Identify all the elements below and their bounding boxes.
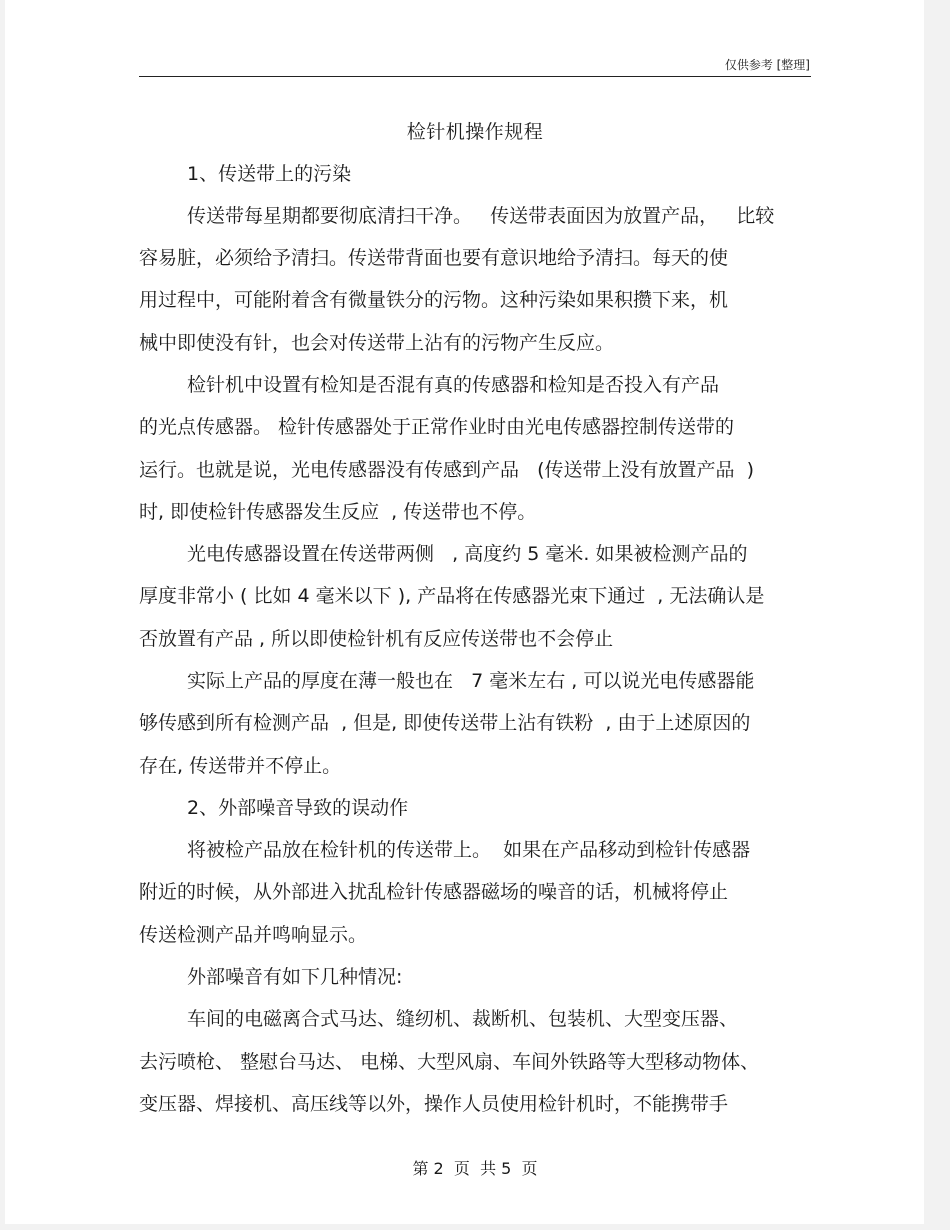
paragraph-line: 容易脏，必须给予清扫。传送带背面也要有意识地给予清扫。每天的使 bbox=[139, 247, 729, 269]
section-heading-2: 2、外部噪音导致的误动作 bbox=[187, 797, 409, 819]
page-footer: 第 2 页 共 5 页 bbox=[412, 1159, 538, 1178]
paragraph-line: 存在, 传送带并不停止。 bbox=[139, 755, 342, 777]
page-edge-bottom bbox=[0, 1224, 950, 1230]
paragraph-line: 的光点传感器。 检针传感器处于正常作业时由光电传感器控制传送带的 bbox=[139, 416, 735, 438]
header-rule bbox=[139, 76, 811, 77]
paragraph-line: 车间的电磁离合式马达、缝纫机、裁断机、包装机、大型变压器、 bbox=[187, 1008, 739, 1030]
paragraph-line: 将被检产品放在检针机的传送带上。 如果在产品移动到检针传感器 bbox=[187, 839, 751, 861]
paragraph-line: 检针机中设置有检知是否混有真的传感器和检知是否投入有产品 bbox=[187, 374, 720, 396]
paragraph-line: 传送检测产品并鸣响显示。 bbox=[139, 924, 368, 946]
paragraph-line: 用过程中，可能附着含有微量铁分的污物。这种污染如果积攒下来，机 bbox=[139, 289, 729, 311]
paragraph-line: 运行。也就是说，光电传感器没有传感到产品 (传送带上没有放置产品 ) bbox=[139, 459, 755, 481]
page-title: 检针机操作规程 bbox=[406, 121, 544, 143]
paragraph-line: 实际上产品的厚度在薄一般也在 7 毫米左右 , 可以说光电传感器能 bbox=[187, 670, 755, 692]
paragraph-line: 械中即使没有针，也会对传送带上沾有的污物产生反应。 bbox=[139, 332, 615, 354]
paragraph-line: 光电传感器设置在传送带两侧 , 高度约 5 毫米. 如果被检测产品的 bbox=[187, 543, 748, 565]
paragraph-line: 外部噪音有如下几种情况: bbox=[187, 966, 403, 988]
page-edge-right bbox=[924, 0, 950, 1230]
paragraph-line: 厚度非常小 ( 比如 4 毫米以下 ), 产品将在传感器光束下通过 , 无法确认是 bbox=[139, 585, 765, 607]
paragraph-line: 变压器、焊接机、高压线等以外，操作人员使用检针机时，不能携带手 bbox=[139, 1093, 729, 1115]
page-edge-left bbox=[0, 0, 5, 1230]
header-note: 仅供参考 [整理] bbox=[724, 58, 810, 72]
paragraph-line: 附近的时候，从外部进入扰乱检针传感器磁场的噪音的话，机械将停止 bbox=[139, 881, 729, 903]
paragraph-line: 否放置有产品 , 所以即使检针机有反应传送带也不会停止 bbox=[139, 628, 614, 650]
paragraph-line: 时, 即使检针传感器发生反应 , 传送带也不停。 bbox=[139, 501, 537, 523]
paragraph-line: 去污喷枪、 整慰台马达、 电梯、大型风扇、车间外铁路等大型移动物体、 bbox=[139, 1051, 760, 1073]
section-heading-1: 1、传送带上的污染 bbox=[187, 163, 352, 185]
paragraph-line: 传送带每星期都要彻底清扫干净。 传送带表面因为放置产品， 比较 bbox=[187, 205, 775, 227]
paragraph-line: 够传感到所有检测产品 , 但是, 即使传送带上沾有铁粉 , 由于上述原因的 bbox=[139, 712, 751, 734]
